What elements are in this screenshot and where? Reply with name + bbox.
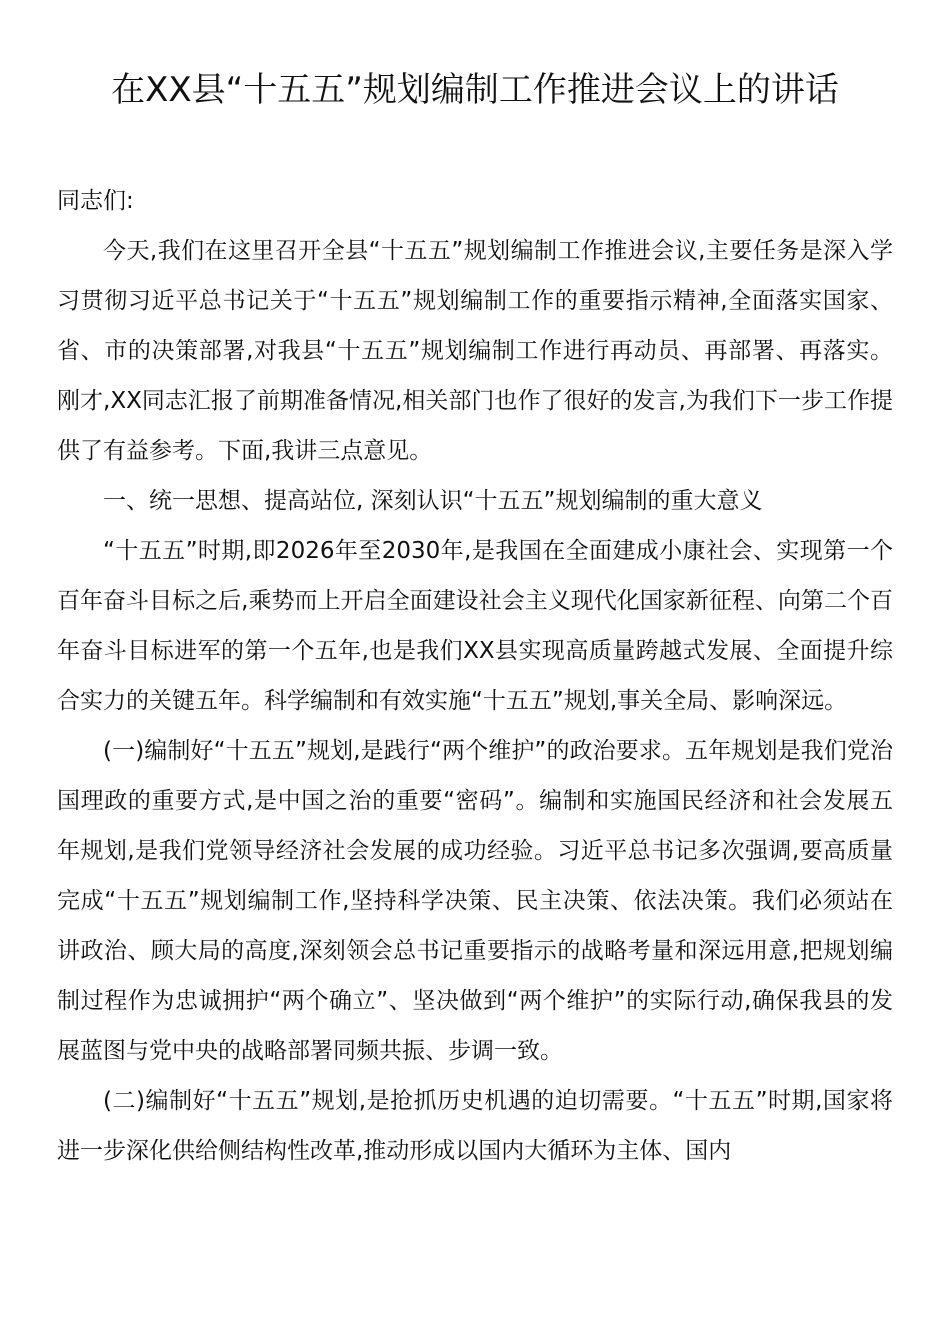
- document-page: [57, 70, 893, 1176]
- subsection-1-paragraph: (一)编制好“十五五”规划,是践行“两个维护”的政治要求。五年规划是我们党治国理政的重要方式,是中国之治的重要“密码”。编制和实施国民经济和社会发展五年规划,是我们党领导经济社会发展的成功经验。习近平总书记多次强调,要高质量完成“十五五”规划编制工作,坚持科学决策、民主决策、依法决策。我们必须站在讲政治、顾大局的高度,深刻领会总书记重要指示的战略考量和深远用意,把规划编制过程作为忠诚拥护“两个确立”、坚决做到“两个维护”的实际行动,确保我县的发展蓝图与党中央的战略部署同频共振、步调一致。: [57, 738, 893, 1064]
- section-heading-1: 一、统一思想、提高站位, 深刻认识“十五五”规划编制的重大意义: [103, 488, 763, 514]
- intro-paragraph: 今天,我们在这里召开全县“十五五”规划编制工作推进会议,主要任务是深入学习贯彻习近平总书记关于“十五五”规划编制工作的重要指示精神,全面落实国家、省、市的决策部署,对我县“十五五”规划编制工作进行再动员、再部署、再落实。刚才,XX同志汇报了前期准备情况,相关部门也作了很好的发言,为我们下一步工作提供了有益参考。下面,我讲三点意见。: [57, 238, 893, 464]
- section-1-paragraph: “十五五”时期,即2026年至2030年,是我国在全面建成小康社会、实现第一个百年奋斗目标之后,乘势而上开启全面建设社会主义现代化国家新征程、向第二个百年奋斗目标进军的第一个五年,也是我们XX县实现高质量跨越式发展、全面提升综合实力的关键五年。科学编制和有效实施“十五五”规划,事关全局、影响深远。: [57, 538, 893, 714]
- document-title: 在XX县“十五五”规划编制工作推进会议上的讲话: [111, 70, 839, 110]
- salutation: 同志们:: [57, 188, 134, 214]
- subsection-2-paragraph: (二)编制好“十五五”规划,是抢抓历史机遇的迫切需要。“十五五”时期,国家将进一步深化供给侧结构性改革,推动形成以国内大循环为主体、国内: [57, 1088, 893, 1164]
